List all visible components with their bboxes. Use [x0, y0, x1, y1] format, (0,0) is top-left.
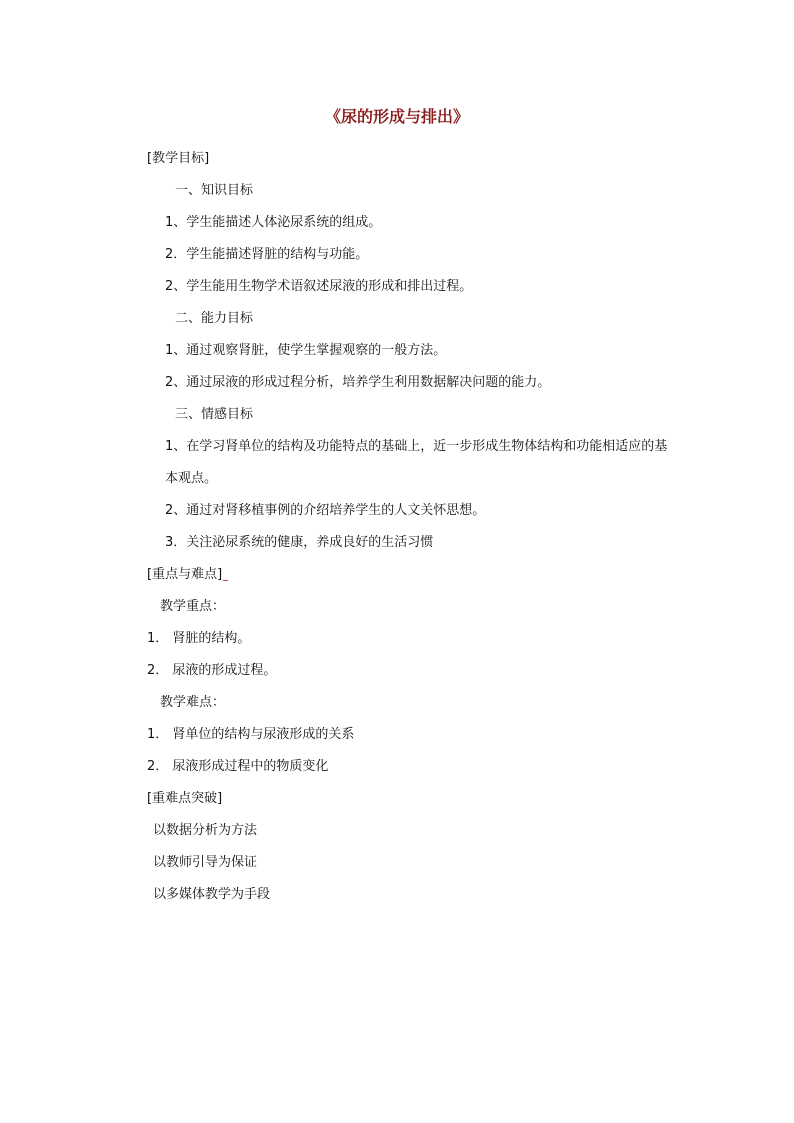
document-title: 《尿的形成与排出》	[324, 107, 469, 126]
emotion-objective-item: 3．关注泌尿系统的健康，养成良好的生活习惯	[165, 535, 434, 550]
emotion-objective-item-continuation: 本观点。	[165, 471, 218, 486]
emotion-objective-item: 1、在学习肾单位的结构及功能特点的基础上，近一步形成生物体结构和功能相适应的基	[165, 439, 668, 454]
key-points-heading: [重点与难点]	[147, 567, 223, 582]
emotion-objectives-heading: 三、情感目标	[175, 407, 254, 422]
breakthrough-item: 以教师引导为保证	[153, 855, 258, 870]
cursor-mark	[223, 580, 228, 581]
breakthrough-heading: [重难点突破]	[147, 791, 223, 806]
ability-objective-item: 2、通过尿液的形成过程分析，培养学生利用数据解决问题的能力。	[165, 375, 551, 390]
knowledge-objectives-heading: 一、知识目标	[175, 183, 254, 198]
knowledge-objective-item: 2、学生能用生物学术语叙述尿液的形成和排出过程。	[165, 279, 473, 294]
breakthrough-item: 以数据分析为方法	[153, 823, 258, 838]
focus-item: 2． 尿液的形成过程。	[147, 663, 277, 678]
knowledge-objective-item: 1、学生能描述人体泌尿系统的组成。	[165, 215, 382, 230]
difficulty-item: 1． 肾单位的结构与尿液形成的关系	[147, 727, 355, 742]
objectives-heading: [教学目标]	[147, 151, 210, 166]
key-points-heading-line	[147, 566, 228, 584]
breakthrough-item: 以多媒体教学为手段	[153, 887, 271, 902]
focus-heading: 教学重点：	[160, 599, 226, 614]
ability-objective-item: 1、通过观察肾脏，使学生掌握观察的一般方法。	[165, 343, 447, 358]
difficulty-item: 2． 尿液形成过程中的物质变化	[147, 759, 329, 774]
ability-objectives-heading: 二、能力目标	[175, 311, 254, 326]
emotion-objective-item: 2、通过对肾移植事例的介绍培养学生的人文关怀思想。	[165, 503, 486, 518]
focus-item: 1． 肾脏的结构。	[147, 631, 251, 646]
difficulty-heading: 教学难点：	[160, 695, 226, 710]
knowledge-objective-item: 2．学生能描述肾脏的结构与功能。	[165, 247, 369, 262]
